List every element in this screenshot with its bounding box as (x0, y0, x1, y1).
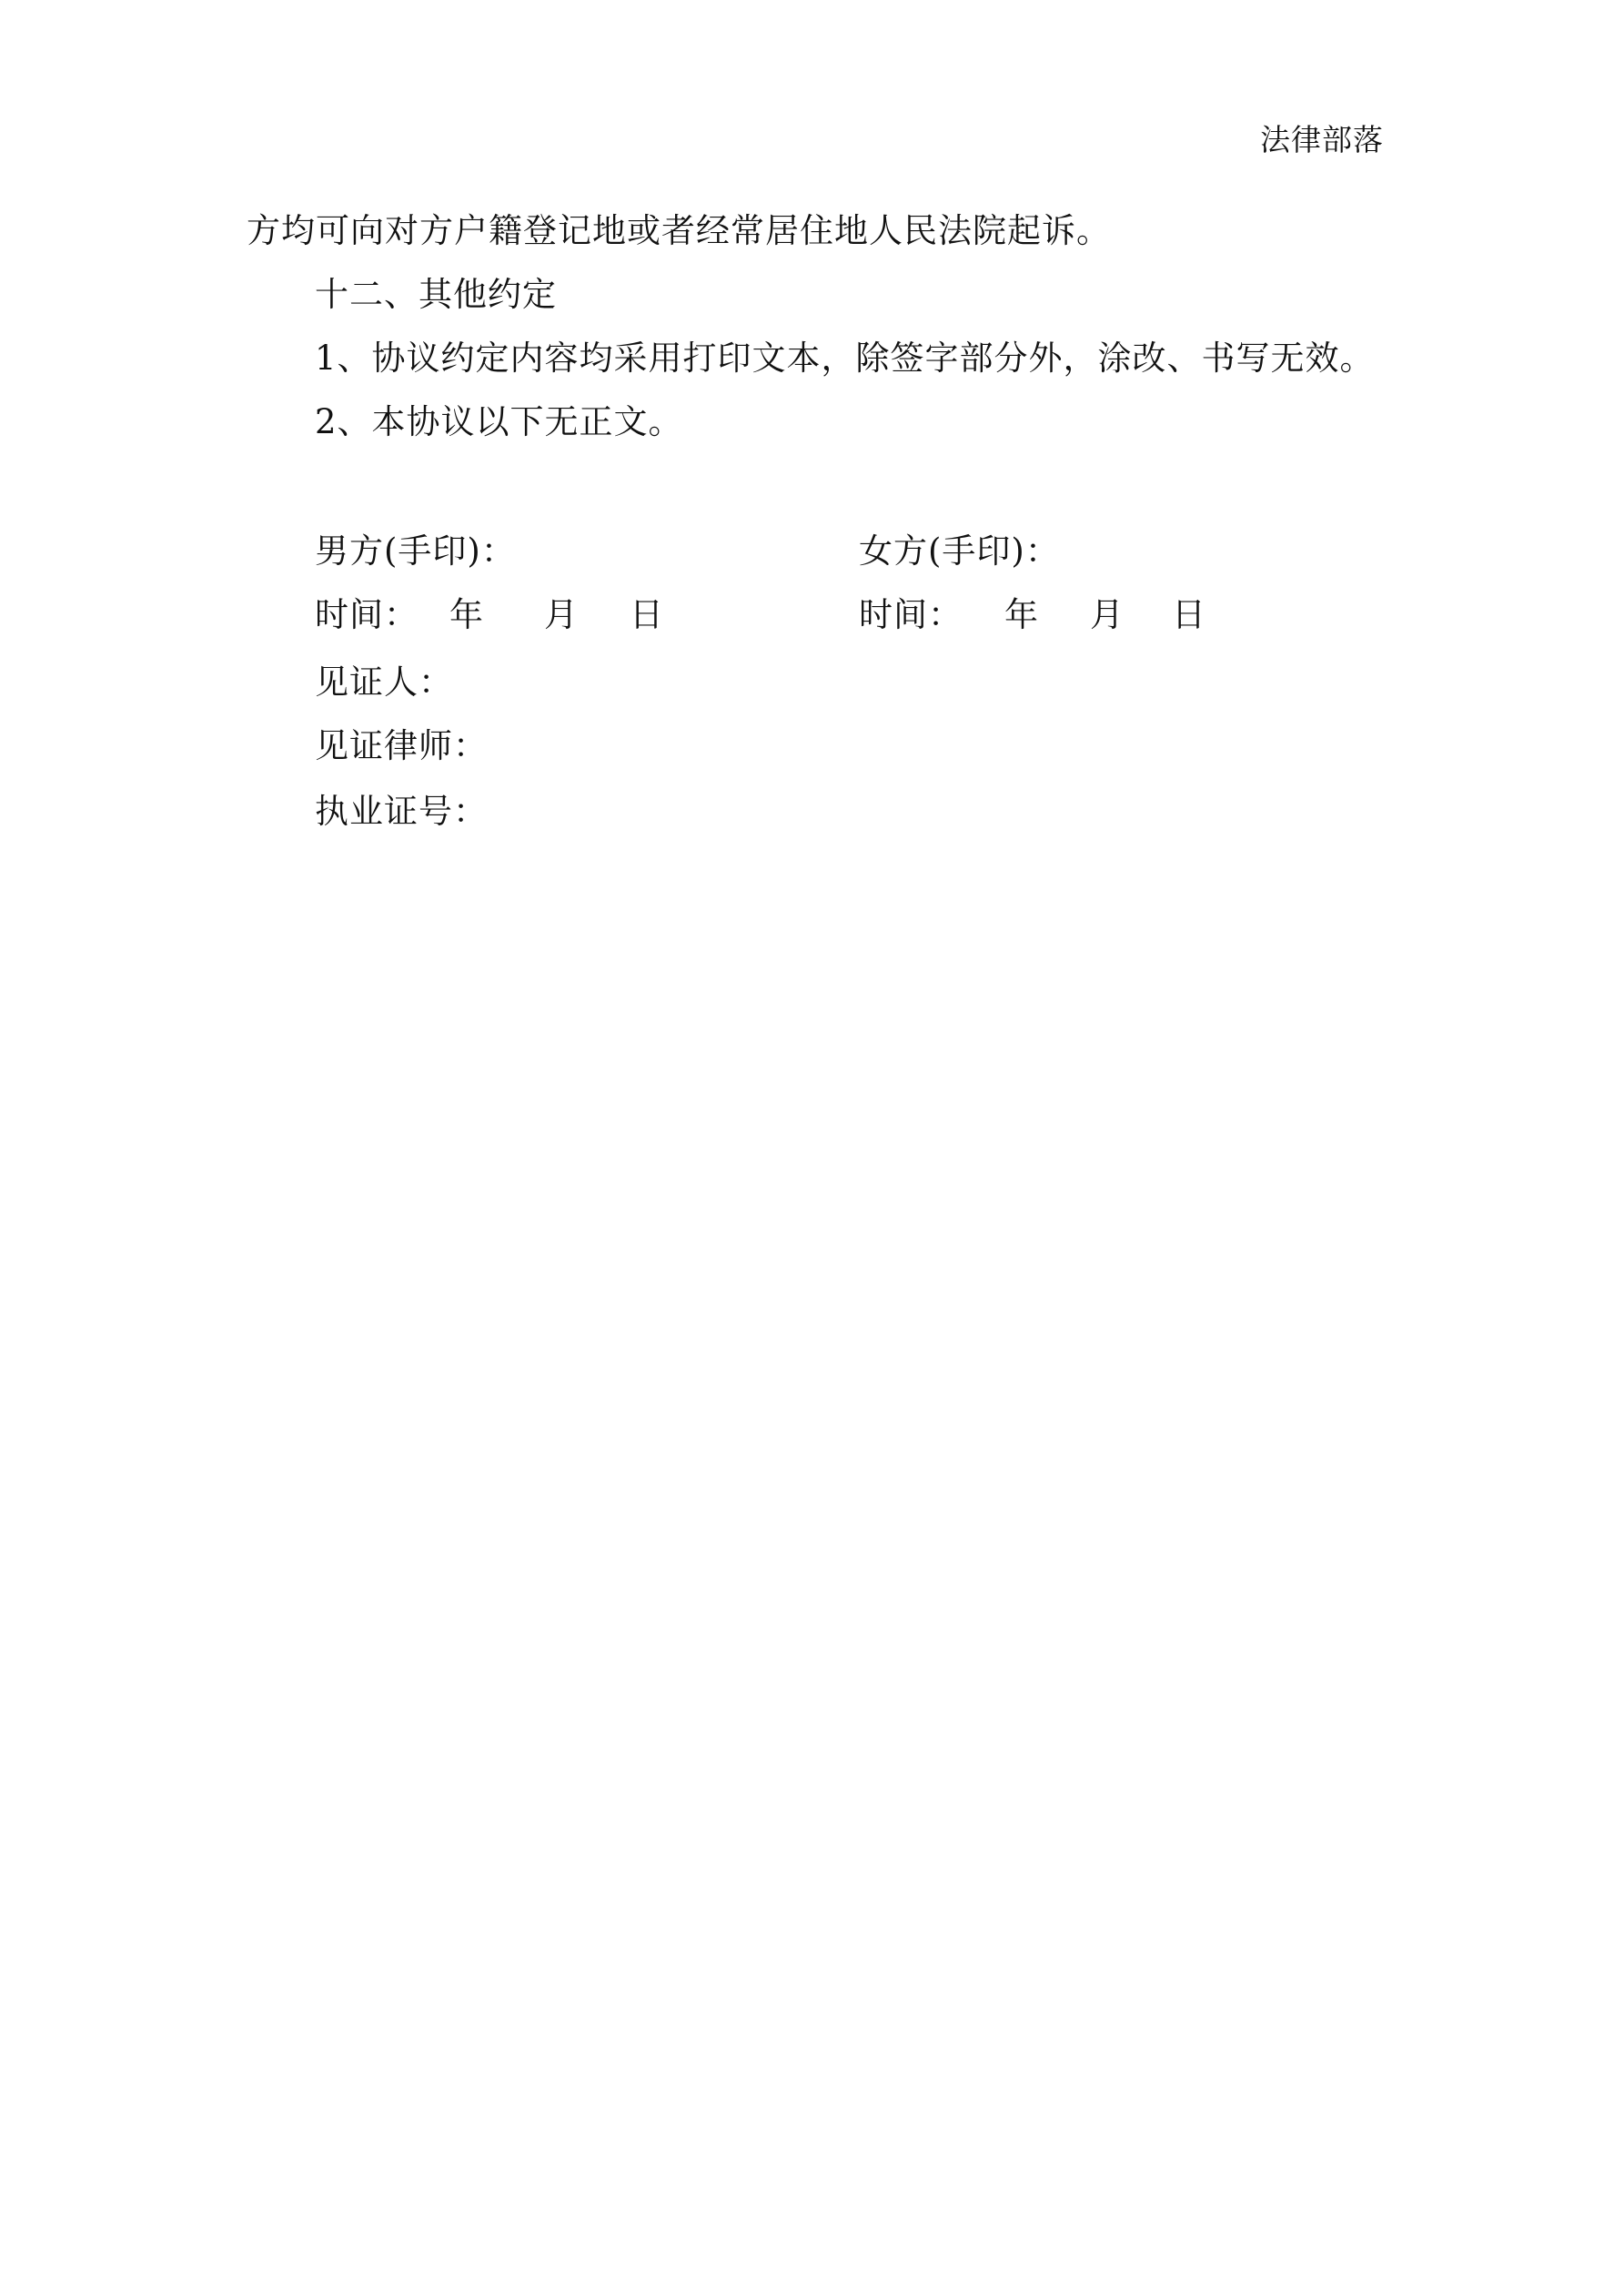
license-number-label: 执业证号： (315, 792, 488, 831)
header-brand: 法律部落 (1260, 122, 1384, 157)
male-signature-label: 男方(手印)： (315, 531, 516, 571)
female-signature-label: 女方(手印)： (859, 531, 1060, 571)
clause-item-2: 2、本协议以下无正文。 (315, 402, 683, 441)
section-heading: 十二、其他约定 (315, 275, 557, 314)
date-year-label: 年 (449, 595, 484, 634)
date-day-label: 日 (1172, 595, 1206, 634)
clause-item-1: 1、协议约定内容均采用打印文本，除签字部分外，涂改、书写无效。 (315, 339, 1375, 378)
date-year-label: 年 (1004, 595, 1039, 634)
witness-lawyer-label: 见证律师： (315, 726, 488, 765)
date-label: 时间： (315, 595, 419, 634)
continuation-paragraph: 方均可向对方户籍登记地或者经常居住地人民法院起诉。 (247, 211, 1111, 250)
date-day-label: 日 (630, 595, 664, 634)
witness-label: 见证人： (315, 663, 453, 702)
date-month-label: 月 (544, 595, 579, 634)
date-month-label: 月 (1090, 595, 1125, 634)
date-label: 时间： (859, 595, 963, 634)
